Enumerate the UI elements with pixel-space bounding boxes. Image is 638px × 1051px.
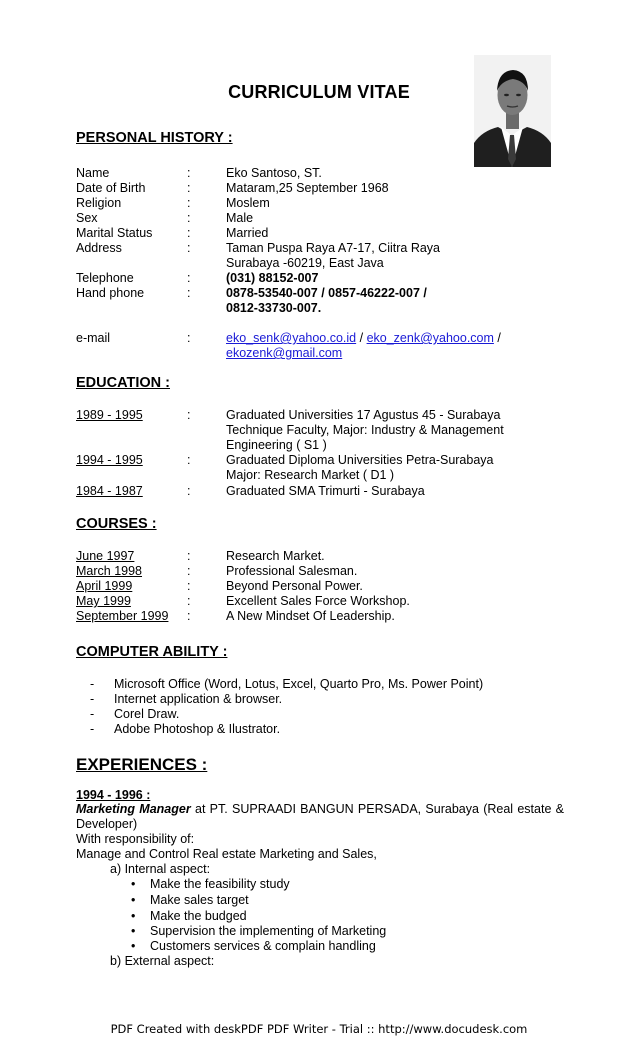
colon: : bbox=[187, 331, 191, 345]
experience-resp-intro: With responsibility of: bbox=[76, 832, 195, 846]
colon: : bbox=[187, 408, 191, 422]
experience-resp-main: Manage and Control Real estate Marketing and Sales, bbox=[76, 847, 377, 861]
label-sex: Sex bbox=[76, 211, 98, 225]
dash-marker: - bbox=[90, 722, 95, 736]
label-date-of-birth: Date of Birth bbox=[76, 181, 146, 195]
course-date: September 1999 bbox=[76, 609, 169, 623]
label-name: Name bbox=[76, 166, 110, 180]
computer-skill-text: Adobe Photoshop & Ilustrator. bbox=[114, 722, 281, 736]
course-name: Excellent Sales Force Workshop. bbox=[226, 594, 410, 608]
portrait-image bbox=[474, 55, 551, 167]
value-sex: Male bbox=[226, 211, 254, 225]
experience-role: Marketing Manager bbox=[76, 802, 191, 816]
course-date: March 1998 bbox=[76, 564, 143, 578]
education-line: Engineering ( S1 ) bbox=[226, 438, 327, 452]
value-address-line2: Surabaya -60219, East Java bbox=[226, 256, 384, 270]
bullet-marker: • bbox=[131, 909, 136, 923]
colon: : bbox=[187, 594, 191, 608]
education-heading: EDUCATION : bbox=[76, 375, 170, 391]
education-line: Graduated Diploma Universities Petra-Surabaya bbox=[226, 453, 494, 467]
colon: : bbox=[187, 286, 191, 300]
colon: : bbox=[187, 453, 191, 467]
experience-role-line bbox=[76, 802, 564, 832]
education-period: 1989 - 1995 bbox=[76, 408, 143, 422]
internal-aspect-text: Make sales target bbox=[150, 893, 249, 907]
email-link-1[interactable]: eko_senk@yahoo.co.id bbox=[226, 331, 357, 345]
bullet-marker: • bbox=[131, 939, 136, 953]
value-email bbox=[226, 331, 566, 346]
pdf-footer: PDF Created with deskPDF PDF Writer - Trial :: http://www.docudesk.com bbox=[110, 1022, 528, 1036]
experience-company: at PT. SUPRAADI BANGUN PERSADA, Surabaya (Real estate & Developer) bbox=[76, 802, 564, 831]
label-marital-status: Marital Status bbox=[76, 226, 153, 240]
colon: : bbox=[187, 181, 191, 195]
course-date: June 1997 bbox=[76, 549, 135, 563]
bullet-marker: • bbox=[131, 924, 136, 938]
email-link-2[interactable]: eko_zenk@yahoo.com bbox=[366, 331, 494, 345]
colon: : bbox=[187, 271, 191, 285]
profile-photo bbox=[474, 55, 551, 167]
colon: : bbox=[187, 241, 191, 255]
computer-ability-heading: COMPUTER ABILITY : bbox=[76, 644, 228, 660]
internal-aspect-text: Supervision the implementing of Marketing bbox=[150, 924, 387, 938]
education-line: Technique Faculty, Major: Industry & Management bbox=[226, 423, 504, 437]
bullet-marker: • bbox=[131, 893, 136, 907]
email-separator: / bbox=[356, 331, 367, 345]
email-separator: / bbox=[493, 331, 501, 345]
colon: : bbox=[187, 549, 191, 563]
colon: : bbox=[187, 226, 191, 240]
label-religion: Religion bbox=[76, 196, 122, 210]
value-religion: Moslem bbox=[226, 196, 270, 210]
value-marital-status: Married bbox=[226, 226, 269, 240]
document-title: CURRICULUM VITAE bbox=[228, 82, 410, 102]
education-period: 1984 - 1987 bbox=[76, 484, 143, 498]
courses-heading: COURSES : bbox=[76, 516, 157, 532]
label-hand-phone: Hand phone bbox=[76, 286, 145, 300]
course-name: A New Mindset Of Leadership. bbox=[226, 609, 395, 623]
value-name: Eko Santoso, ST. bbox=[226, 166, 322, 180]
course-date: April 1999 bbox=[76, 579, 133, 593]
value-hand-phone: 0878-53540-007 / 0857-46222-007 / bbox=[226, 286, 427, 300]
computer-skill-text: Internet application & browser. bbox=[114, 692, 283, 706]
internal-aspect-text: Make the feasibility study bbox=[150, 877, 290, 891]
computer-skill-text: Microsoft Office (Word, Lotus, Excel, Quarto Pro, Ms. Power Point) bbox=[114, 677, 484, 691]
education-period: 1994 - 1995 bbox=[76, 453, 143, 467]
label-telephone: Telephone bbox=[76, 271, 134, 285]
personal-history-heading: PERSONAL HISTORY : bbox=[76, 130, 233, 146]
colon: : bbox=[187, 211, 191, 225]
education-line: Graduated Universities 17 Agustus 45 - Surabaya bbox=[226, 408, 501, 422]
label-address: Address bbox=[76, 241, 122, 255]
computer-skill-text: Corel Draw. bbox=[114, 707, 180, 721]
colon: : bbox=[187, 166, 191, 180]
external-aspect-label: b) External aspect: bbox=[110, 954, 215, 968]
colon: : bbox=[187, 579, 191, 593]
dash-marker: - bbox=[90, 677, 95, 691]
value-hand-phone-line2: 0812-33730-007. bbox=[226, 301, 322, 315]
bullet-marker: • bbox=[131, 877, 136, 891]
course-date: May 1999 bbox=[76, 594, 131, 608]
dash-marker: - bbox=[90, 707, 95, 721]
experiences-heading: EXPERIENCES : bbox=[76, 755, 208, 774]
colon: : bbox=[187, 484, 191, 498]
colon: : bbox=[187, 196, 191, 210]
internal-aspect-label: a) Internal aspect: bbox=[110, 862, 211, 876]
label-email: e-mail bbox=[76, 331, 111, 345]
dash-marker: - bbox=[90, 692, 95, 706]
value-date-of-birth: Mataram,25 September 1968 bbox=[226, 181, 389, 195]
value-email-line2 bbox=[226, 346, 566, 361]
course-name: Research Market. bbox=[226, 549, 325, 563]
internal-aspect-text: Make the budged bbox=[150, 909, 247, 923]
education-line: Major: Research Market ( D1 ) bbox=[226, 468, 395, 482]
course-name: Beyond Personal Power. bbox=[226, 579, 363, 593]
value-address: Taman Puspa Raya A7-17, Ciitra Raya bbox=[226, 241, 440, 255]
value-telephone: (031) 88152-007 bbox=[226, 271, 319, 285]
colon: : bbox=[187, 609, 191, 623]
internal-aspect-text: Customers services & complain handling bbox=[150, 939, 376, 953]
colon: : bbox=[187, 564, 191, 578]
email-link-3[interactable]: ekozenk@gmail.com bbox=[226, 346, 343, 360]
experience-period: 1994 - 1996 : bbox=[76, 788, 151, 802]
education-line: Graduated SMA Trimurti - Surabaya bbox=[226, 484, 425, 498]
course-name: Professional Salesman. bbox=[226, 564, 358, 578]
